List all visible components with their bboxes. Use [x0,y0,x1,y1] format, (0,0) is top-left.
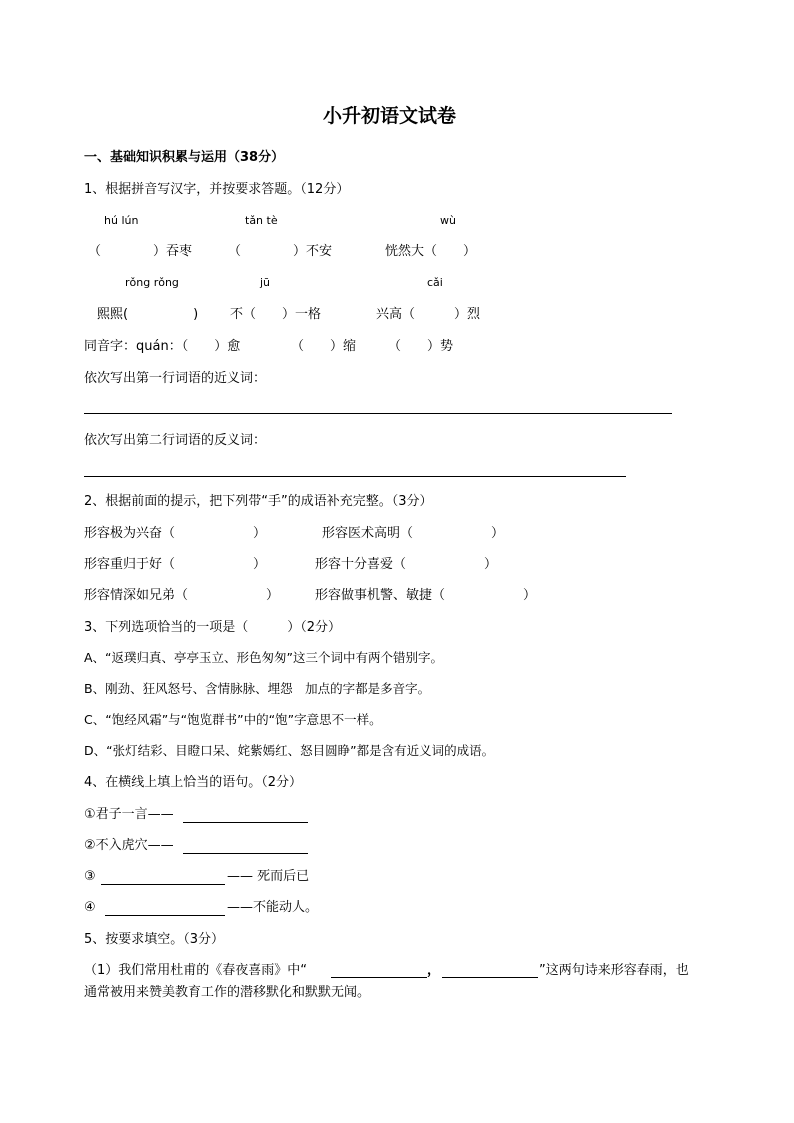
option-a[interactable]: A、“返璞归真、亭亭玉立、形色匆匆”这三个词中有两个错别字。 [84,650,444,665]
poem-line-2: 通常被用来赞美教育工作的潜移默化和默默无闻。 [84,985,371,1000]
question-5-prompt: 5、按要求填空。（3分） [84,932,225,947]
sentence-blank-4[interactable] [105,915,225,916]
poem-line-start: （1）我们常用杜甫的《春夜喜雨》中“ [84,963,308,978]
antonym-answer-line[interactable] [84,476,626,477]
fill-blank-xinggaocailie[interactable]: 兴高（ ）烈 [376,307,481,322]
fill-blank-huluntunzao[interactable]: （ ）吞枣 [88,244,193,259]
idiom-blank[interactable]: 形容十分喜爱（ ） [315,557,498,572]
poem-blank-1[interactable] [331,977,427,978]
section-heading: 一、基础知识积累与运用（38分） [84,150,285,165]
question-1-prompt: 1、根据拼音写汉字，并按要求答题。（12分） [84,182,350,197]
pinyin-rongrong: rǒng rǒng [125,276,179,289]
pinyin-ju: jū [260,276,271,289]
fill-blank-xixirongrong[interactable]: 熙熙( ) [97,307,199,322]
idiom-blank[interactable]: 形容医术高明（ ） [322,526,505,541]
fill-blank-tantebuan[interactable]: （ ）不安 [228,244,333,259]
sentence-item-2: ②不入虎穴—— [84,838,174,853]
option-c[interactable]: C、“饱经风霜”与“饱览群书”中的“饱”字意思不一样。 [84,712,382,727]
option-d[interactable]: D、“张灯结彩、目瞪口呆、姹紫嫣红、怒目圆睁”都是含有近义词的成语。 [84,743,495,758]
sentence-item-1: ①君子一言—— [84,807,174,822]
fill-blank-huangrandawu[interactable]: 恍然大（ ） [385,244,477,259]
sentence-item-3: ③ [84,869,96,884]
pinyin-hulun: hú lún [104,214,139,227]
idiom-blank[interactable]: 形容做事机警、敏捷（ ） [315,588,537,603]
pinyin-tante: tǎn tè [245,214,278,227]
idiom-blank[interactable]: 形容重归于好（ ） [84,557,267,572]
sentence-blank-1[interactable] [183,822,308,823]
idiom-blank[interactable]: 形容极为兴奋（ ） [84,526,267,541]
option-b[interactable]: B、刚劲、狂风怒号、含情脉脉、埋怨 加点的字都是多音字。 [84,681,431,696]
fill-blank-bujuyige[interactable]: 不（ ）一格 [230,307,322,322]
homophone-label[interactable]: 同音字：quán：（ ）愈 [84,339,241,354]
question-2-prompt: 2、根据前面的提示，把下列带“手”的成语补充完整。（3分） [84,494,433,509]
synonym-prompt: 依次写出第一行词语的近义词： [84,371,267,386]
sentence-blank-2[interactable] [183,853,308,854]
homophone-blank-2[interactable]: （ ）缩 [291,339,357,354]
sentence-item-4: ④ [84,900,96,915]
idiom-blank[interactable]: 形容情深如兄弟（ ） [84,588,280,603]
sentence-item-4-tail: ——不能动人。 [227,900,319,915]
sentence-item-3-tail: —— 死而后已 [227,869,310,884]
poem-line-end: ”这两句诗来形容春雨，也 [539,963,689,978]
pinyin-cai: cǎi [427,276,443,289]
sentence-blank-3[interactable] [101,884,225,885]
homophone-blank-3[interactable]: （ ）势 [388,339,454,354]
question-3-prompt[interactable]: 3、下列选项恰当的一项是（ ）（2分） [84,620,342,635]
antonym-prompt: 依次写出第二行词语的反义词： [84,433,267,448]
page-title: 小升初语文试卷 [323,105,457,127]
poem-blank-2[interactable] [442,977,538,978]
synonym-answer-line[interactable] [84,413,672,414]
poem-comma: ， [427,963,441,978]
question-4-prompt: 4、在横线上填上恰当的语句。（2分） [84,775,303,790]
pinyin-wu: wù [440,214,456,227]
